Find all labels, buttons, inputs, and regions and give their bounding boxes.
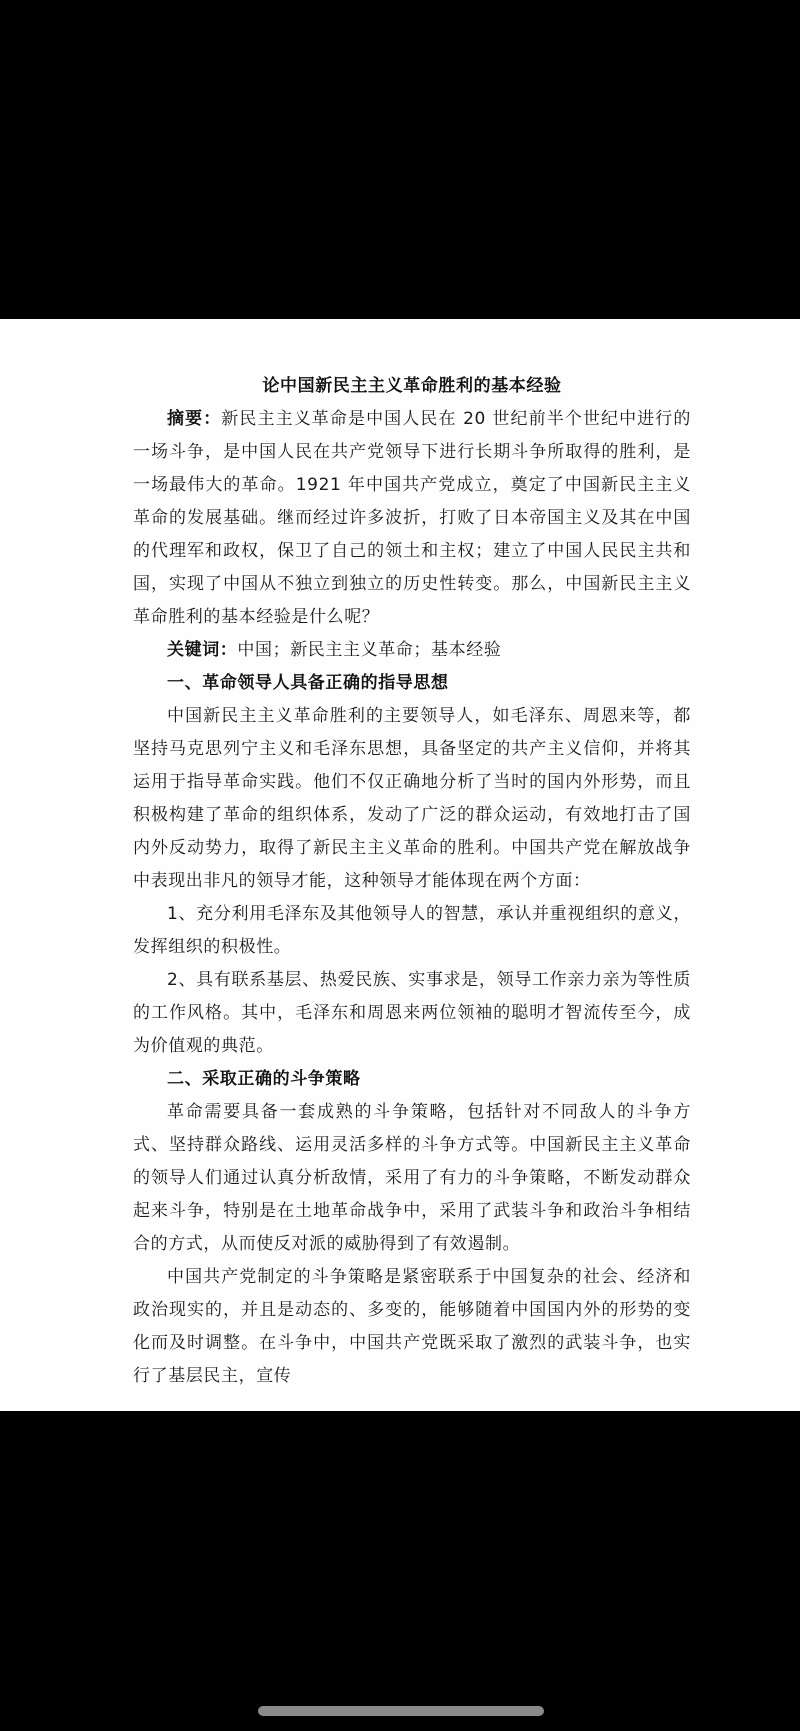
section-1-paragraph-2: 1、充分利用毛泽东及其他领导人的智慧，承认并重视组织的意义，发挥组织的积极性。 (133, 904, 691, 957)
keywords-text: 中国；新民主主义革命；基本经验 (237, 640, 502, 660)
keywords-label: 关键词： (167, 640, 238, 660)
abstract-paragraph (133, 403, 691, 634)
section-1-paragraph-3: 2、具有联系基层、热爱民族、实事求是，领导工作亲力亲为等性质的工作风格。其中，毛泽东和周恩来两位领袖的聪明才智流传至今，成为价值观的典范。 (133, 970, 691, 1056)
section-1-paragraph-1: 中国新民主主义革命胜利的主要领导人，如毛泽东、周恩来等，都坚持马克思列宁主义和毛泽东思想，具备坚定的共产主义信仰，并将其运用于指导革命实践。他们不仅正确地分析了当时的国内外形势，而且积极构建了革命的组织体系，发动了广泛的群众运动，有效地打击了国内外反动势力，取得了新民主主义革命的胜利。中国共产党在解放战争中表现出非凡的领导才能，这种领导才能体现在两个方面： (133, 706, 691, 891)
abstract-label: 摘要： (167, 409, 222, 429)
document-title: 论中国新民主主义革命胜利的基本经验 (262, 376, 562, 396)
home-indicator[interactable] (258, 1706, 544, 1716)
abstract-text: 新民主主义革命是中国人民在 20 世纪前半个世纪中进行的一场斗争，是中国人民在共产党领导下进行长期斗争所取得的胜利，是一场最伟大的革命。1921 年中国共产党成立，奠定了中国新民主主义革命的发展基础。继而经过许多波折，打败了日本帝国主义及其在中国的代理军和政权，保卫了自己的领土和主权；建立了中国人民民主共和国，实现了中国从不独立到独立的历史性转变。那么，中国新民主主义革命胜利的基本经验是什么呢？ (133, 409, 691, 627)
section-2-paragraph-2: 中国共产党制定的斗争策略是紧密联系于中国复杂的社会、经济和政治现实的，并且是动态的、多变的，能够随着中国国内外的形势的变化而及时调整。在斗争中，中国共产党既采取了激烈的武装斗争，也实行了基层民主，宣传 (133, 1267, 691, 1386)
document-page (0, 319, 800, 1411)
section-heading-2: 二、采取正确的斗争策略 (167, 1069, 361, 1089)
section-heading-1: 一、革命领导人具备正确的指导思想 (167, 673, 449, 693)
section-2-paragraph-1: 革命需要具备一套成熟的斗争策略，包括针对不同敌人的斗争方式、坚持群众路线、运用灵活多样的斗争方式等。中国新民主主义革命的领导人们通过认真分析敌情，采用了有力的斗争策略，不断发动群众起来斗争，特别是在土地革命战争中，采用了武装斗争和政治斗争相结合的方式，从而使反对派的威胁得到了有效遏制。 (133, 1102, 691, 1254)
keywords-paragraph (133, 634, 691, 667)
document-content (133, 370, 691, 1393)
